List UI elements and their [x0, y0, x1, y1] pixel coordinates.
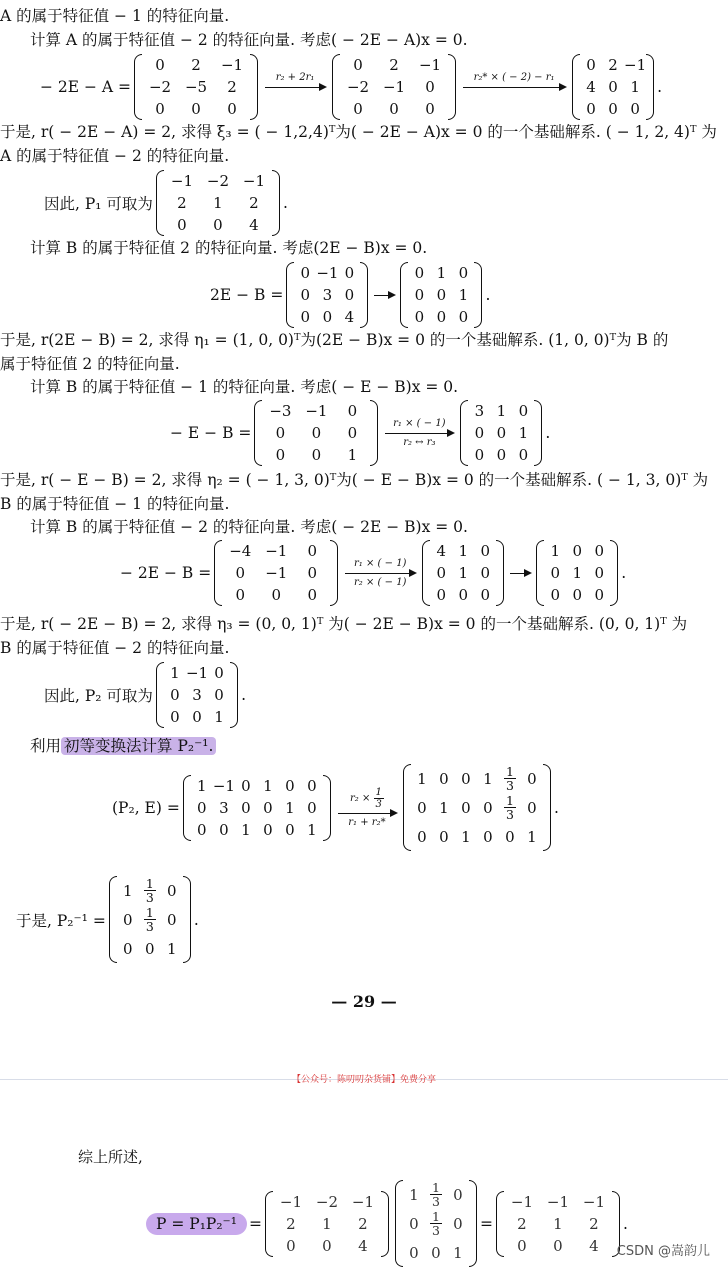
- text-line: B 的属于特征值 − 1 的特征向量.: [0, 495, 230, 513]
- matrix: 1 0 0 0 1 0 0 0 0: [536, 540, 618, 606]
- p1-definition: 因此, P₁ 可取为 −1 −2 −1 2 1 2 0 0 4 .: [44, 172, 288, 234]
- text-line: 于是, r( − 2E − A) = 2, 求得 ξ₃ = ( − 1,2,4)ᵀ为( − 2E − A)x = 0 的一个基础解系. ( − 1, 2, 4)ᵀ 为: [0, 123, 717, 141]
- text-line: 于是, r( − E − B) = 2, 求得 η₂ = ( − 1, 3, 0)ᵀ为( − E − B)x = 0 的一个基础解系. ( − 1, 3, 0)ᵀ 为: [0, 471, 709, 489]
- highlight: 初等变换法计算 P₂⁻¹.: [61, 737, 216, 755]
- text-line: 于是, r(2E − B) = 2, 求得 η₁ = (1, 0, 0)ᵀ为(2E − B)x = 0 的一个基础解系. (1, 0, 0)ᵀ为 B 的: [0, 331, 669, 349]
- equation-lhs: − 2E − B =: [120, 564, 212, 582]
- text-line: 于是, r( − 2E − B) = 2, 求得 η₃ = (0, 0, 1)ᵀ 为( − 2E − B)x = 0 的一个基础解系. (0, 0, 1)ᵀ 为: [0, 615, 688, 633]
- csdn-watermark: CSDN @嵩韵儿: [616, 1244, 710, 1259]
- row-op-arrow: r₂ + 2r₁: [265, 72, 325, 103]
- matrix-equation-3: − E − B = −3 −1 0 0 0 0 0 0 1 r₁ × ( − 1) r₂ ↔ r₃ 3 1 0 0 0 1 0 0 0 .: [170, 402, 551, 464]
- matrix: 4 1 0 0 1 0 0 0 0: [422, 540, 504, 606]
- matrix: 0 2 −1 −2 −1 0 0 0 0: [332, 54, 456, 120]
- matrix: 1 $\frac{1}{3}$ 0 0 $\frac{1}{3}$ 0 0 0 1: [109, 876, 191, 963]
- matrix: 1 −1 0 1 0 0 0 3 0 0 1 0 0 0 1 0 0 1: [183, 775, 331, 841]
- text-line: 计算 A 的属于特征值 − 2 的特征向量. 考虑( − 2E − A)x = 0.: [30, 31, 468, 49]
- equation-lhs: − 2E − A =: [40, 78, 132, 96]
- matrix-equation-4: − 2E − B = −4 −1 0 0 −1 0 0 0 0 r₁ × ( − 1) r₂ × ( − 1) 4 1 0 0 1 0 0 0 0 1 0 0 0 1 0 0 0 0 .: [120, 542, 627, 604]
- matrix-equation-2: 2E − B = 0 −1 0 0 3 0 0 0 4 0 1 0 0 0 1 0 0 0 .: [210, 264, 491, 326]
- matrix: −4 −1 0 0 −1 0 0 0 0: [214, 540, 338, 606]
- matrix: −1 −2 −1 2 1 2 0 0 4: [156, 170, 280, 236]
- text-line: B 的属于特征值 − 2 的特征向量.: [0, 639, 230, 657]
- matrix: 0 2 −1 −2 −5 2 0 0 0: [134, 54, 258, 120]
- final-equation: P = P₁P₂⁻¹ = −1 −2 −1 2 1 2 0 0 4 1 $\frac{1}{3}$ 0 0 $\frac{1}{3}$ 0 0 0 1 = −1 −1 −1 2 1 2 0 0 4 .: [146, 1180, 628, 1267]
- p2-definition: 因此, P₂ 可取为 1 −1 0 0 3 0 0 0 1 .: [44, 664, 246, 726]
- text-line: 属于特征值 2 的特征向量.: [0, 355, 180, 373]
- text-line: 利用 初等变换法计算 P₂⁻¹.: [0, 736, 216, 756]
- text-line: 计算 B 的属于特征值 − 1 的特征向量. 考虑( − E − B)x = 0.: [30, 378, 459, 396]
- text-line: A 的属于特征值 − 1 的特征向量.: [0, 7, 230, 25]
- equation-lhs: 于是, P₂⁻¹ =: [16, 911, 106, 930]
- text-line: 计算 B 的属于特征值 2 的特征向量. 考虑(2E − B)x = 0.: [30, 239, 428, 257]
- arrow: [374, 295, 394, 296]
- equation-lhs: 因此, P₁ 可取为: [44, 195, 153, 213]
- matrix-equation-5: (P₂, E) = 1 −1 0 1 0 0 0 3 0 0 1 0 0 0 1 0 0 1 r₂ × $\frac{1}{3}$ r₁ + r₂* 1 0 0 1 $\frac{1}{3}$ 0 0 1 0 0 $\frac{1}{3}$ 0 0 0 1 0 0 1 .: [112, 764, 559, 851]
- text-line: A 的属于特征值 − 2 的特征向量.: [0, 147, 230, 165]
- matrix: 1 −1 0 0 3 0 0 0 1: [156, 662, 238, 728]
- equation-lhs: (P₂, E) =: [112, 798, 180, 817]
- row-op-arrow: r₂* × ( − 2) − r₁: [463, 72, 565, 103]
- summary-text: 综上所述,: [78, 1148, 143, 1166]
- matrix: 3 1 0 0 0 1 0 0 0: [460, 400, 542, 466]
- row-op-arrow: r₁ × ( − 1) r₂ × ( − 1): [345, 558, 415, 589]
- matrix: 1 0 0 1 $\frac{1}{3}$ 0 0 1 0 0 $\frac{1}{3}$ 0 0 0 1 0 0 1: [403, 764, 551, 851]
- equation-lhs: 因此, P₂ 可取为: [44, 687, 153, 705]
- matrix: 0 −1 0 0 3 0 0 0 4: [286, 262, 368, 328]
- matrix: −3 −1 0 0 0 0 0 0 1: [254, 400, 378, 466]
- matrix: 1 $\frac{1}{3}$ 0 0 $\frac{1}{3}$ 0 0 0 1: [395, 1180, 477, 1267]
- highlight: P = P₁P₂⁻¹: [146, 1213, 247, 1235]
- row-op-arrow: r₂ × $\frac{1}{3}$ r₁ + r₂*: [338, 787, 396, 829]
- matrix-equation-1: − 2E − A = 0 2 −1 −2 −5 2 0 0 0 r₂ + 2r₁ 0 2 −1 −2 −1 0 0 0 0 r₂* × ( − 2) − r₁ 0 2 −1 4 0 1 0 0 0 .: [40, 56, 663, 118]
- matrix: −1 −2 −1 2 1 2 0 0 4: [265, 1191, 389, 1257]
- matrix: 0 2 −1 4 0 1 0 0 0: [572, 54, 654, 120]
- equation-lhs: 2E − B =: [210, 286, 284, 304]
- matrix: 0 1 0 0 0 1 0 0 0: [400, 262, 482, 328]
- equation-lhs: − E − B =: [170, 424, 252, 442]
- matrix: −1 −1 −1 2 1 2 0 0 4: [496, 1191, 620, 1257]
- notes-page: [0, 1080, 728, 1280]
- p2-inverse: 于是, P₂⁻¹ = 1 $\frac{1}{3}$ 0 0 $\frac{1}{3}$ 0 0 0 1 .: [16, 876, 199, 963]
- row-op-arrow: r₁ × ( − 1) r₂ ↔ r₃: [385, 418, 453, 449]
- text-line: 计算 B 的属于特征值 − 2 的特征向量. 考虑( − 2E − B)x = 0.: [30, 518, 468, 536]
- watermark: 【公众号：陈叨叨杂货铺】免费分享: [291, 1075, 436, 1085]
- page-number: — 29 —: [331, 992, 397, 1011]
- arrow: [510, 573, 530, 574]
